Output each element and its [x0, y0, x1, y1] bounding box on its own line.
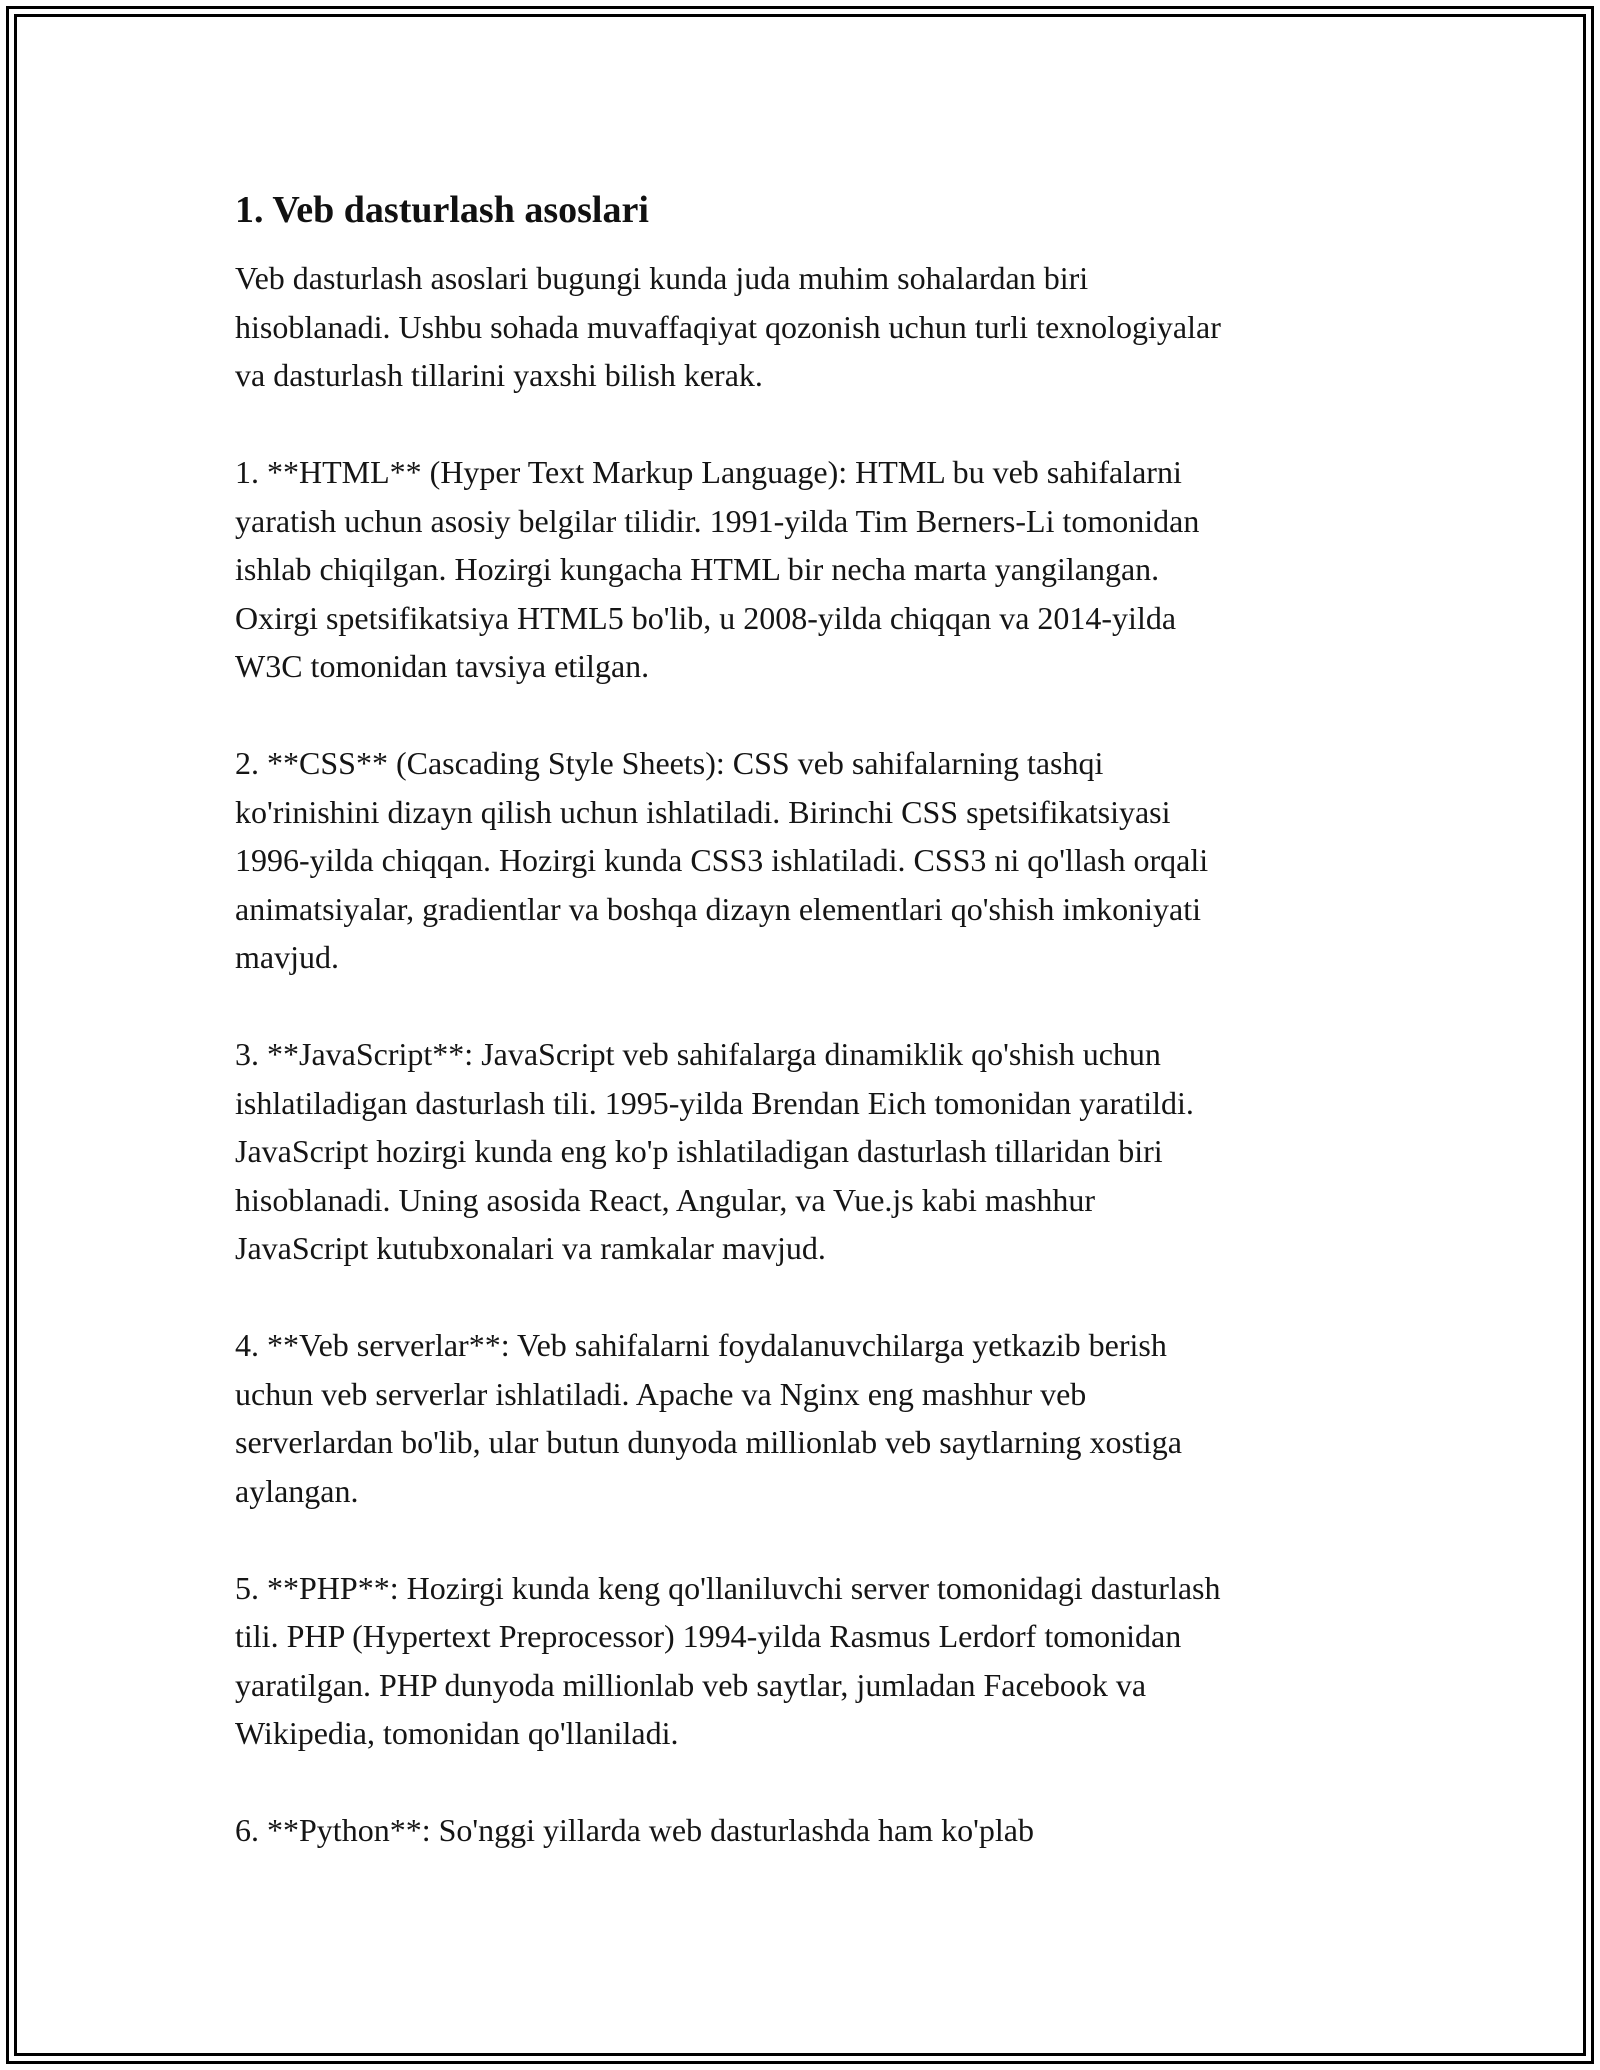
javascript-paragraph: 3. **JavaScript**: JavaScript veb sahifalarga dinamiklik qo'shish uchun ishlatiladigan dasturlash tili. 1995-yilda Brendan Eich tomonidan yaratildi. JavaScript hozirgi kunda eng ko'p ishlatiladigan dasturlash tillaridan biri hisoblanadi. Uning asosida React, Angular, va Vue.js kabi mashhur JavaScript kutubxonalari va ramkalar mavjud.: [235, 1036, 1194, 1266]
web-servers-paragraph: 4. **Veb serverlar**: Veb sahifalarni foydalanuvchilarga yetkazib berish uchun veb serverlar ishlatiladi. Apache va Nginx eng mashhur veb serverlardan bo'lib, ular butun dunyoda millionlab veb saytlarning xostiga aylangan.: [235, 1327, 1182, 1509]
intro-paragraph: Veb dasturlash asoslari bugungi kunda juda muhim sohalardan biri hisoblanadi. Ushbu sohada muvaffaqiyat qozonish uchun turli texnologiyalar va dasturlash tillarini yaxshi bilish kerak.: [235, 260, 1221, 393]
python-paragraph: 6. **Python**: So'nggi yillarda web dasturlashda ham ko'plab: [235, 1812, 1034, 1848]
document-body: [235, 186, 1375, 1903]
php-paragraph: 5. **PHP**: Hozirgi kunda keng qo'llaniluvchi server tomonidagi dasturlash tili. PHP (Hypertext Preprocessor) 1994-yilda Rasmus Lerdorf tomonidan yaratilgan. PHP dunyoda millionlab veb saytlar, jumladan Facebook va Wikipedia, tomonidan qo'llaniladi.: [235, 1569, 1221, 1751]
css-paragraph: 2. **CSS** (Cascading Style Sheets): CSS veb sahifalarning tashqi ko'rinishini dizayn qilish uchun ishlatiladi. Birinchi CSS spetsifikatsiyasi 1996-yilda chiqqan. Hozirgi kunda CSS3 ishlatiladi. CSS3 ni qo'llash orqali animatsiyalar, gradientlar va boshqa dizayn elementlari qo'shish imkoniyati mavjud.: [235, 745, 1209, 975]
document-title: 1. Veb dasturlash asoslari: [235, 189, 649, 231]
html-paragraph: 1. **HTML** (Hyper Text Markup Language): HTML bu veb sahifalarni yaratish uchun asosiy belgilar tilidir. 1991-yilda Tim Berners-Li tomonidan ishlab chiqilgan. Hozirgi kungacha HTML bir necha marta yangilangan. Oxirgi spetsifikatsiya HTML5 bo'lib, u 2008-yilda chiqqan va 2014-yilda W3C tomonidan tavsiya etilgan.: [235, 454, 1200, 684]
